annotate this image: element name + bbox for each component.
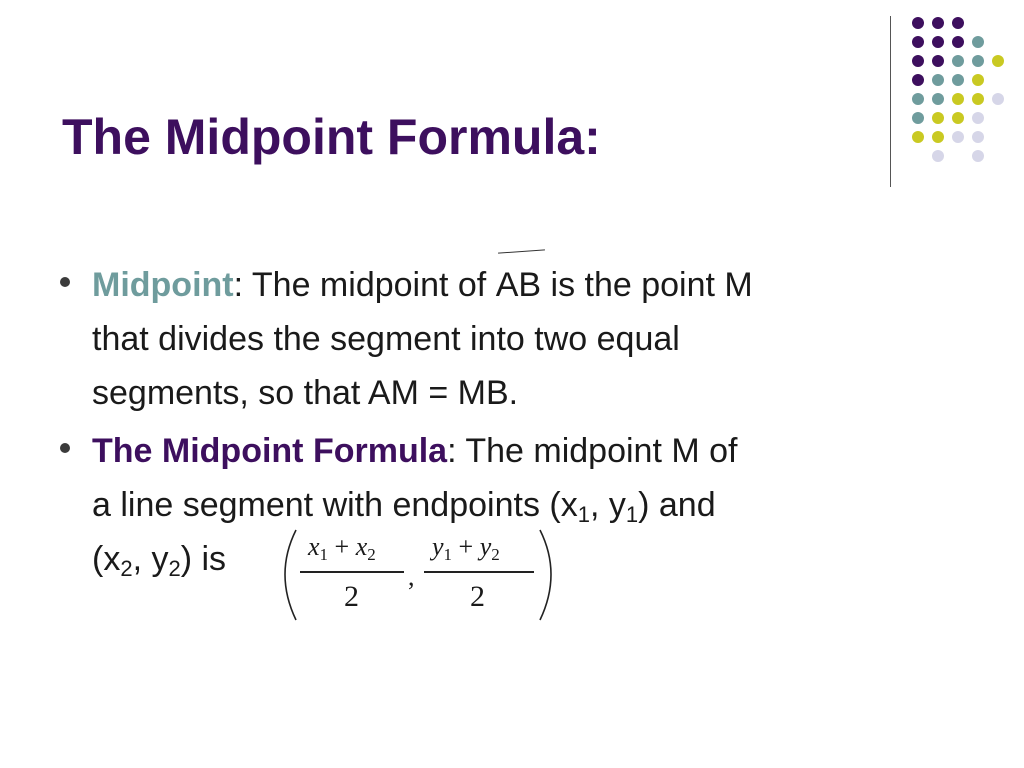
plus-sign: + [334, 532, 350, 561]
denominator: 2 [344, 580, 359, 613]
segment-ab: AB [496, 258, 541, 312]
y-fraction [424, 524, 534, 624]
decor-dot [952, 131, 964, 143]
subscript: 1 [319, 545, 329, 564]
title-divider [890, 16, 891, 187]
text-fragment: a line segment with endpoints (x [92, 486, 578, 524]
text-fragment: is the point M [541, 266, 753, 304]
text-fragment: , y [132, 540, 169, 578]
var-x1: x [308, 532, 320, 561]
decor-dot [952, 93, 964, 105]
decor-dot [952, 17, 964, 29]
var-y2: y [479, 532, 492, 561]
decor-dot [932, 131, 944, 143]
decor-dot [952, 55, 964, 67]
term-midpoint-formula: The Midpoint Formula [92, 432, 448, 470]
text-fragment: : The midpoint of [233, 266, 496, 304]
decor-dot [932, 36, 944, 48]
decor-dot [972, 131, 984, 143]
fraction-bar [424, 571, 534, 573]
term-midpoint: Midpoint [92, 266, 234, 304]
decor-dot [932, 17, 944, 29]
subscript: 1 [577, 502, 590, 527]
subscript: 1 [443, 545, 453, 564]
decor-dot [912, 131, 924, 143]
subscript: 2 [168, 556, 181, 581]
bullet-line [92, 258, 960, 312]
text-fragment: , y [589, 486, 626, 524]
y-numerator [432, 532, 500, 562]
subscript: 2 [367, 545, 376, 564]
decor-dot [992, 93, 1004, 105]
text-fragment: ) is [180, 540, 227, 578]
decor-dot [992, 55, 1004, 67]
decor-dot [932, 112, 944, 124]
text-fragment: (x [92, 540, 121, 578]
decor-dot [912, 112, 924, 124]
decor-dot [932, 150, 944, 162]
decor-dot [972, 112, 984, 124]
subscript: 2 [120, 556, 133, 581]
denominator: 2 [470, 580, 485, 613]
bullet-line [92, 424, 960, 478]
decor-dot [952, 36, 964, 48]
subscript: 1 [625, 502, 639, 527]
decor-dot [952, 74, 964, 86]
text-fragment: : The midpoint M of [447, 432, 738, 470]
decor-dot [912, 55, 924, 67]
bullet-line: segments, so that AM = MB. [92, 374, 519, 412]
decor-dot [952, 112, 964, 124]
x-fraction [300, 524, 404, 624]
decor-dot [932, 93, 944, 105]
decor-dot [972, 36, 984, 48]
decor-dot [972, 93, 984, 105]
subscript: 2 [491, 545, 500, 564]
plus-sign: + [458, 532, 474, 561]
text-fragment: ) and [638, 486, 716, 524]
decor-dot [912, 17, 924, 29]
bullet-midpoint-definition [60, 258, 960, 420]
bullet-marker [60, 443, 70, 453]
midpoint-formula [278, 524, 556, 624]
slide-title: The Midpoint Formula: [62, 109, 601, 165]
decor-dot [912, 36, 924, 48]
var-x2: x [355, 532, 368, 561]
bullet-line: that divides the segment into two equal [92, 320, 680, 358]
decor-dot [972, 74, 984, 86]
decor-dot [972, 150, 984, 162]
var-y1: y [432, 532, 444, 561]
decor-dot [972, 55, 984, 67]
decor-dot [932, 55, 944, 67]
decor-dot [932, 74, 944, 86]
right-parenthesis [540, 530, 551, 620]
fraction-bar [300, 571, 404, 573]
formula-comma: , [408, 562, 415, 591]
decor-dot [912, 74, 924, 86]
decor-dot [912, 93, 924, 105]
bullet-marker [60, 277, 70, 287]
left-parenthesis [285, 530, 296, 620]
x-numerator [308, 532, 376, 562]
